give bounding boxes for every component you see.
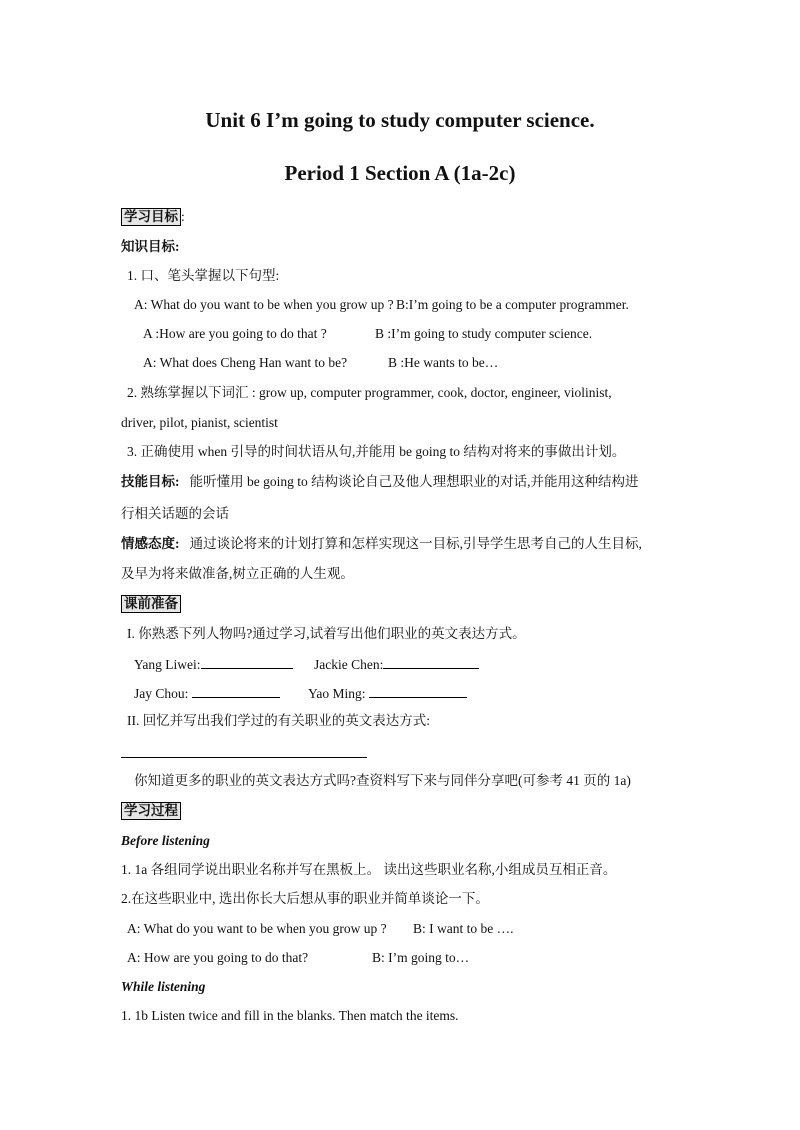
sentence-pattern-3a: A: What does Cheng Han want to be? [143,355,348,370]
prep-question-2: II. 回忆并写出我们学过的有关职业的英文表达方式: [127,713,430,728]
while-listening-heading: While listening [121,979,206,994]
answer-blank[interactable] [369,683,467,698]
person-label: Yao Ming: [308,686,369,701]
attitude-label: 情感态度: [121,536,180,551]
prep-heading-line [121,595,181,613]
dialogue-2b: B: I’m going to… [372,950,470,965]
sentence-pattern-1a: A: What do you want to be when you grow up ? [134,297,394,312]
person-label: Jackie Chen: [314,657,384,672]
answer-blank[interactable] [201,654,293,669]
answer-line[interactable] [121,757,367,758]
objectives-heading: 学习目标 [121,208,181,226]
person-yang-liwei [134,654,293,674]
before-listening-step-1: 1. 1a 各组同学说出职业名称并写在黑板上。 读出这些职业名称,小组成员互相正音。 [121,862,617,877]
answer-blank[interactable] [192,683,280,698]
person-jackie-chen [314,654,479,674]
before-listening-heading: Before listening [121,833,210,848]
objectives-heading-line [121,208,185,226]
dialogue-1b: B: I want to be …. [413,921,514,936]
period-title: Period 1 Section A (1a-2c) [284,161,516,185]
skill-text-continued: 行相关话题的会话 [121,506,229,521]
sentence-pattern-3b: B :He wants to be… [388,355,499,370]
knowledge-item-2-continued: driver, pilot, pianist, scientist [121,415,278,430]
dialogue-2a: A: How are you going to do that? [127,950,309,965]
skill-text: 能听懂用 be going to 结构谈论自己及他人理想职业的对话,并能用这种结构进 [189,474,639,489]
sentence-pattern-1b: B:I’m going to be a computer programmer. [396,297,629,312]
person-label: Yang Liwei: [134,657,201,672]
knowledge-label: 知识目标: [121,239,180,254]
answer-blank[interactable] [383,654,479,669]
person-yao-ming [308,683,467,703]
objectives-colon: : [181,209,185,224]
prep-question-3: 你知道更多的职业的英文表达方式吗?查资料写下来与同伴分享吧(可参考 41 页的 1a) [134,773,631,788]
attitude-text: 通过谈论将来的计划打算和怎样实现这一目标,引导学生思考自己的人生目标, [189,536,642,551]
process-heading: 学习过程 [121,802,181,820]
attitude-objective-line [121,535,642,553]
process-heading-line [121,802,181,820]
dialogue-1a: A: What do you want to be when you grow up ? [127,921,387,936]
knowledge-item-3: 3. 正确使用 when 引导的时间状语从句,并能用 be going to 结构对将来的事做出计划。 [127,444,626,459]
prep-heading: 课前准备 [121,595,181,613]
while-listening-step-1: 1. 1b Listen twice and fill in the blanks. Then match the items. [121,1008,459,1023]
knowledge-item-2: 2. 熟练掌握以下词汇 : grow up, computer programmer, cook, doctor, engineer, violinist, [127,385,612,400]
skill-label: 技能目标: [121,474,180,489]
before-listening-step-2: 2.在这些职业中, 选出你长大后想从事的职业并简单谈论一下。 [121,891,489,906]
prep-question-1: I. 你熟悉下列人物吗?通过学习,试着写出他们职业的英文表达方式。 [127,626,526,641]
knowledge-item-1: 1. 口、笔头掌握以下句型: [127,268,280,283]
sentence-pattern-2b: B :I’m going to study computer science. [375,326,593,341]
unit-title: Unit 6 I’m going to study computer science. [205,108,595,132]
person-jay-chou [134,683,280,703]
skill-objective-line [121,473,639,491]
person-label: Jay Chou: [134,686,192,701]
attitude-text-continued: 及早为将来做准备,树立正确的人生观。 [121,566,354,581]
sentence-pattern-2a: A :How are you going to do that ? [143,326,327,341]
